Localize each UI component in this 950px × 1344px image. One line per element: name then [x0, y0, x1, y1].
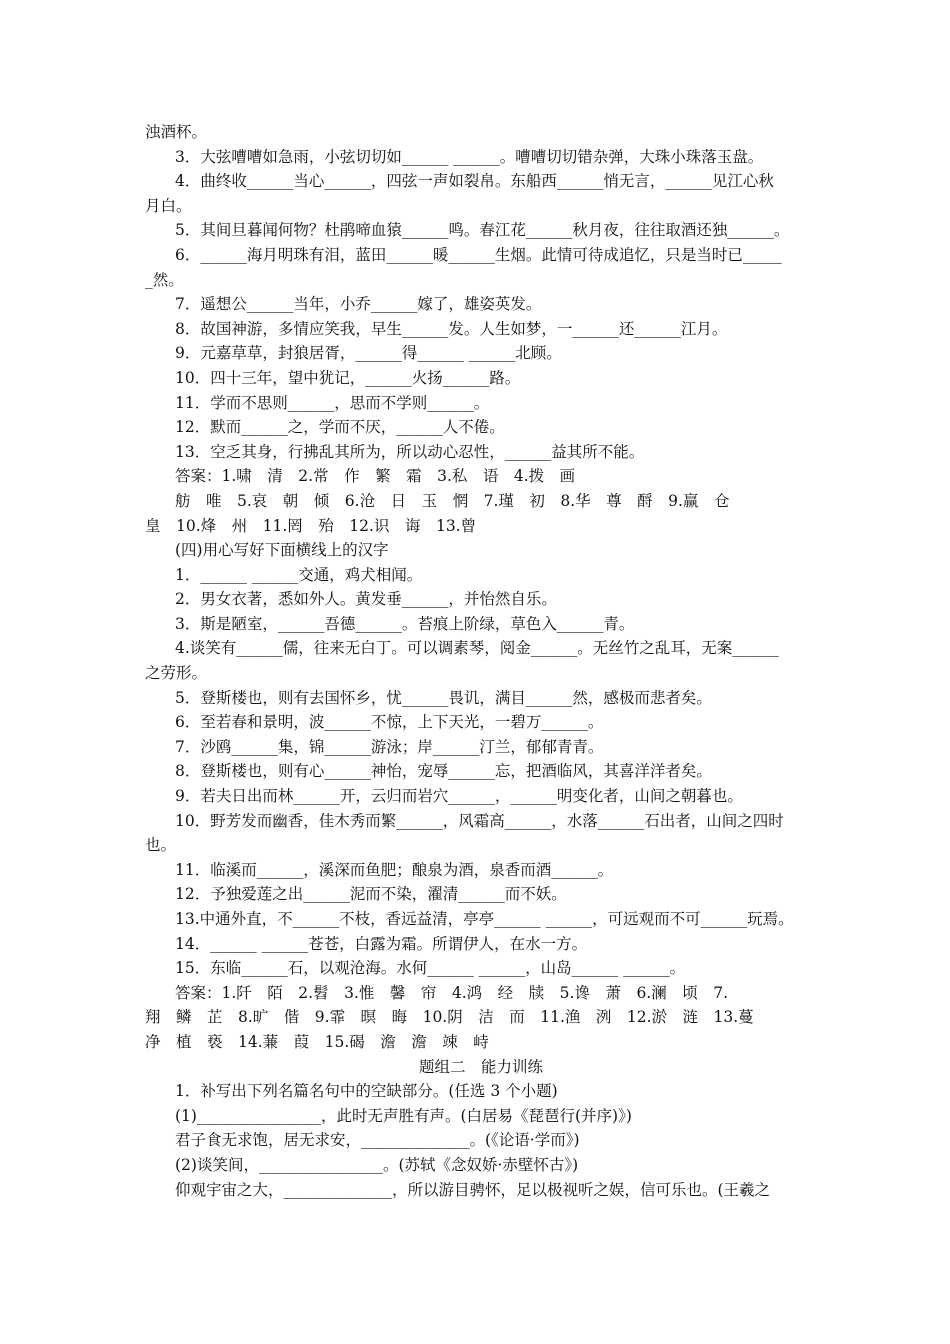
document-page	[145, 120, 817, 1202]
text-line: 12．予独爱莲之出______泥而不染，濯清______而不妖。	[175, 885, 567, 904]
text-line: 9．若夫日出而林______开，云归而岩穴______，______明变化者，山间之朝暮也。	[175, 787, 743, 806]
text-line: 答案：1.阡 陌 2.髫 3.惟 馨 帘 4.鸿 经 牍 5.谗 萧 6.澜 顷 7.	[175, 983, 729, 1002]
text-line: _然。	[145, 270, 184, 289]
text-line: 3．斯是陋室，______吾德______。苔痕上阶绿，草色入______青。	[175, 614, 635, 633]
text-line: 2．男女衣著，悉如外人。黄发垂______，并怡然自乐。	[175, 590, 557, 609]
text-line: 13.中通外直，不______不枝，香远益清，亭亭______ ______，可远观而不可______玩焉。	[175, 910, 794, 928]
text-line: 1．______ ______交通，鸡犬相闻。	[175, 565, 423, 584]
text-line: 4．曲终收______当心______，四弦一声如裂帛。东船西______悄无言，______见江心秋	[175, 172, 774, 191]
text-line: 5．其间旦暮闻何物？杜鹃啼血猿______鸣。春江花______秋月夜，往往取酒还独______。	[175, 221, 790, 240]
text-line: 11．临溪而______，溪深而鱼肥；酿泉为酒，泉香而酒______。	[175, 860, 614, 879]
text-line: 11．学而不思则______，思而不学则______。	[175, 393, 490, 412]
section-heading: 题组二 能力训练	[418, 1057, 543, 1076]
text-line: (2)谈笑间，________________。(苏轼《念奴娇·赤壁怀古》)	[175, 1155, 579, 1174]
text-line: (1)________________，此时无声胜有声。(白居易《琵琶行(并序)》)	[175, 1106, 632, 1125]
text-line: 浊酒杯。	[145, 123, 208, 141]
text-line: 答案：1.啸 清 2.常 作 繁 霜 3.私 语 4.拨 画	[175, 467, 576, 486]
text-line: 13．空乏其身，行拂乱其所为，所以动心忍性，______益其所不能。	[175, 442, 645, 461]
text-line: 4.谈笑有______儒，往来无白丁。可以调素琴，阅金______。无丝竹之乱耳，无案______	[175, 639, 779, 658]
text-line: 6．至若春和景明，波______不惊，上下天光，一碧万______。	[175, 713, 604, 732]
text-line: 12．默而______之，学而不厌，______人不倦。	[175, 418, 505, 437]
text-line: 月白。	[145, 196, 192, 215]
text-line: 7．沙鸥______集，锦______游泳；岸______汀兰，郁郁青青。	[175, 737, 604, 756]
text-line: 10．野芳发而幽香，佳木秀而繁______，风霜高______，水落______石出者，山间之四时	[175, 811, 784, 830]
text-line: 君子食无求饱，居无求安，______________。(《论语·学而》)	[175, 1131, 580, 1150]
text-line: 8．故国神游，多情应笑我，早生______发。人生如梦，一______还______江月。	[175, 319, 728, 338]
text-line: 1．补写出下列名篇名句中的空缺部分。(任选 3 个小题)	[175, 1082, 558, 1101]
text-line: 7．遥想公______当年，小乔______嫁了，雄姿英发。	[175, 295, 542, 314]
text-line: (四)用心写好下面横线上的汉字	[175, 541, 389, 560]
text-line: 6．______海月明珠有泪，蓝田______暖______生烟。此情可待成追忆，只是当时已_____	[175, 245, 782, 264]
text-line: 之劳形。	[145, 664, 208, 683]
text-line: 14．______ ______苍苍，白露为霜。所谓伊人，在水一方。	[175, 934, 588, 953]
text-line: 8．登斯楼也，则有心______神怡，宠辱______忘，把酒临风，其喜洋洋者矣。	[175, 762, 712, 781]
text-line: 翔 鳞 芷 8.旷 偕 9.霏 暝 晦 10.阴 洁 而 11.渔 洌 12.淤 涟 13.蔓	[145, 1008, 754, 1027]
text-line: 皇 10.烽 州 11.罔 殆 12.识 诲 13.曾	[145, 516, 477, 535]
text-line: 10．四十三年，望中犹记，______火扬______路。	[175, 368, 521, 387]
text-line: 9．元嘉草草，封狼居胥，______得______ ______北顾。	[175, 344, 562, 363]
text-line: 5．登斯楼也，则有去国怀乡，忧______畏讥，满目______然，感极而悲者矣。	[175, 688, 712, 707]
text-line: 15．东临______石，以观沧海。水何______ ______，山岛______ ______。	[175, 959, 686, 978]
text-line: 也。	[145, 836, 177, 855]
text-line: 净 植 亵 14.蒹 葭 15.碣 澹 澹 竦 峙	[145, 1032, 489, 1051]
text-line: 舫 唯 5.哀 朝 倾 6.沧 日 玉 惘 7.瑾 初 8.华 尊 酹 9.赢 仓	[175, 491, 730, 510]
text-line: 仰观宇宙之大，______________，所以游目骋怀，足以极视听之娱，信可乐也。(王羲之	[175, 1180, 771, 1199]
text-line: 3．大弦嘈嘈如急雨，小弦切切如______ ______。嘈嘈切切错杂弹，大珠小珠落玉盘。	[175, 147, 764, 166]
